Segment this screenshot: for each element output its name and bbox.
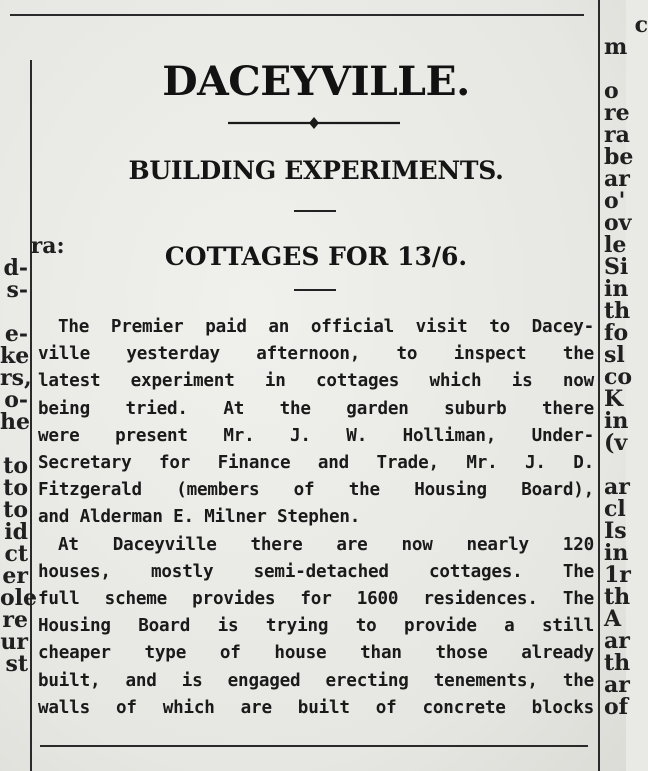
left-fragment: ke bbox=[0, 343, 30, 369]
bottom-rule bbox=[40, 745, 588, 747]
right-column-fragments bbox=[604, 0, 648, 740]
body-line: ville yesterday afternoon, to inspect the bbox=[38, 344, 594, 365]
right-fragment: th bbox=[604, 298, 631, 324]
right-fragment: th bbox=[604, 650, 631, 676]
right-fragment: ar bbox=[604, 474, 630, 500]
right-fragment: ra bbox=[604, 122, 630, 148]
body-line: and Alderman E. Milner Stephen. bbox=[38, 507, 361, 528]
left-fragment: ct bbox=[4, 541, 28, 567]
right-fragment: ov bbox=[604, 210, 632, 236]
body-line: latest experiment in cottages which is now bbox=[38, 371, 594, 392]
left-fragment: st bbox=[5, 651, 28, 677]
right-fragment: in bbox=[604, 540, 629, 566]
right-fragment: 1r bbox=[604, 562, 631, 588]
right-fragment: m bbox=[604, 34, 628, 60]
left-column-fragments bbox=[0, 213, 65, 697]
body-line: houses, mostly semi-detached cottages. The bbox=[38, 561, 594, 582]
article-heading: COTTAGES FOR 13/6. bbox=[164, 242, 468, 271]
right-fragment: of bbox=[604, 694, 629, 720]
left-fragment: ur bbox=[0, 629, 28, 655]
right-fragment: A bbox=[604, 606, 622, 632]
left-fragment: o- bbox=[4, 387, 28, 413]
body-line: full scheme provides for 1600 residences. The bbox=[38, 589, 594, 610]
left-fragment: he bbox=[0, 409, 30, 435]
body-line: being tried. At the garden suburb there bbox=[38, 398, 594, 419]
left-column-rule bbox=[30, 60, 32, 771]
right-fragment: sl bbox=[604, 342, 625, 368]
article-title: DACEYVILLE. bbox=[162, 58, 470, 105]
left-fragment: to bbox=[3, 475, 28, 501]
body-line: built, and is engaged erecting tenements, the bbox=[38, 670, 594, 691]
article-subtitle: BUILDING EXPERIMENTS. bbox=[128, 156, 504, 185]
body-line: At Daceyville there are now nearly 120 bbox=[58, 534, 594, 555]
article-body bbox=[38, 314, 594, 722]
right-fragment: in bbox=[604, 276, 629, 302]
left-fragment: er bbox=[2, 563, 28, 589]
right-fragment: co bbox=[604, 364, 633, 390]
right-fragment: in bbox=[604, 408, 629, 434]
top-rule bbox=[10, 14, 584, 16]
body-line: were present Mr. J. W. Holliman, Under- bbox=[38, 425, 594, 446]
right-fragment: c bbox=[634, 12, 648, 38]
right-fragment: ar bbox=[604, 628, 630, 654]
right-fragment: th bbox=[604, 584, 631, 610]
right-fragment: cl bbox=[604, 496, 626, 522]
body-line: The Premier paid an official visit to Dacey- bbox=[58, 317, 594, 337]
right-fragment: le bbox=[604, 232, 627, 258]
right-fragment: ar bbox=[604, 166, 630, 192]
left-fragment: id bbox=[4, 519, 28, 545]
subtitle-divider bbox=[294, 210, 336, 212]
left-fragment: e- bbox=[4, 321, 28, 347]
right-fragment: o bbox=[604, 78, 619, 104]
left-fragment: to bbox=[3, 453, 28, 479]
heading-divider bbox=[294, 289, 336, 291]
left-fragment: s- bbox=[6, 277, 28, 303]
right-fragment: o' bbox=[604, 188, 626, 214]
title-ornament-rule bbox=[226, 116, 402, 130]
body-line: walls of which are built of concrete blocks bbox=[38, 697, 594, 718]
body-line: Fitzgerald (members of the Housing Board), bbox=[38, 480, 594, 501]
left-fragment: ra: bbox=[30, 233, 65, 259]
right-fragment: ar bbox=[604, 672, 630, 698]
right-fragment: re bbox=[604, 100, 630, 126]
left-fragment: ole bbox=[0, 585, 38, 611]
right-fragment: Is bbox=[604, 518, 627, 544]
body-line: Secretary for Finance and Trade, Mr. J. D. bbox=[38, 453, 594, 474]
right-fragment: (v bbox=[604, 430, 628, 456]
right-fragment: Si bbox=[604, 254, 629, 280]
body-line: Housing Board is trying to provide a still bbox=[38, 616, 594, 637]
left-fragment: rs, bbox=[0, 365, 32, 391]
left-fragment: re bbox=[2, 607, 28, 633]
body-line: cheaper type of house than those already bbox=[38, 643, 594, 664]
left-fragment: to bbox=[3, 497, 28, 523]
right-fragment: be bbox=[604, 144, 634, 170]
left-fragment: d- bbox=[3, 255, 28, 281]
right-column-rule bbox=[598, 0, 600, 771]
right-fragment: fo bbox=[604, 320, 629, 346]
right-fragment: K bbox=[604, 386, 624, 412]
